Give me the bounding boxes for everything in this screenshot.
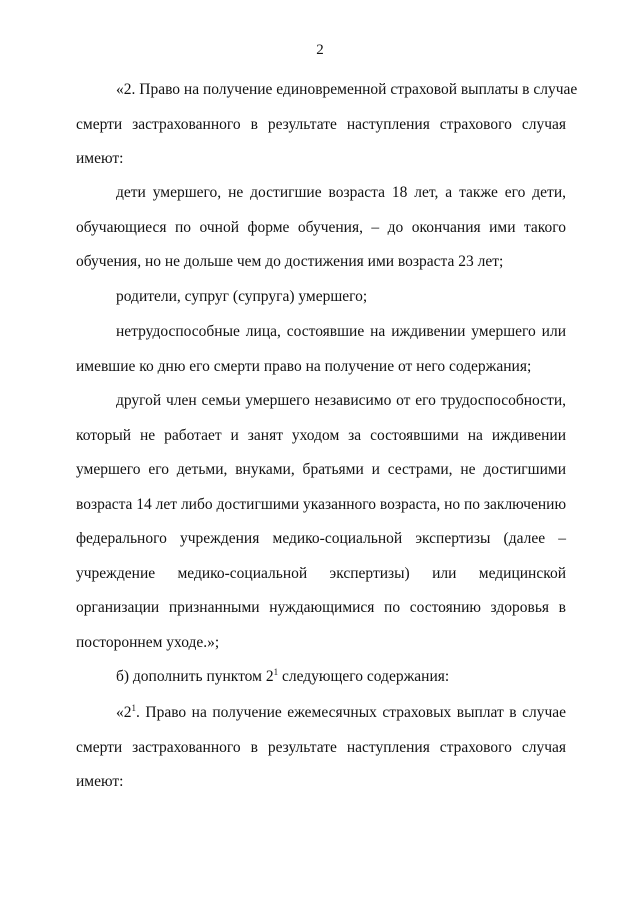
amendment-prefix: б) дополнить пунктом 2 (116, 668, 274, 685)
text-line: дети умершего, не достигшие возраста 18 лет, а также его дети, (116, 184, 566, 201)
paragraph-family-member-caregiver (76, 384, 566, 660)
text-line: обучения, но не дольше чем до достижения ими возраста 23 лет; (76, 253, 504, 270)
point-suffix: . Право на получение ежемесячных страховых выплат в случае (136, 704, 566, 721)
text-line: федерального учреждения медико-социальной экспертизы (далее – (76, 530, 566, 547)
point-prefix: «2 (116, 704, 132, 721)
text-line: имеют: (76, 150, 124, 167)
paragraph-parents-spouse (76, 280, 566, 315)
paragraph-amendment-instruction (76, 660, 566, 695)
text-line: возраста 14 лет либо достигшими указанного возраста, но по заключению (76, 495, 567, 513)
paragraph-right-to-monthly-payments (76, 696, 566, 800)
text-line: «2. Право на получение единовременной страховой выплаты в случае (116, 81, 578, 98)
text-line: организации признанными нуждающимися по состоянию здоровья в (76, 599, 566, 616)
superscript: 1 (131, 703, 136, 713)
paragraph-dependents (76, 315, 566, 384)
text-line: обучающиеся по очной форме обучения, – до окончания ими такого (76, 218, 566, 236)
text-line: умершего его детьми, внуками, братьями и сестрами, не достигшими (76, 461, 566, 478)
text-line: который не работает и занят уходом за состоявшими на иждивении (76, 426, 566, 444)
text-line: нетрудоспособные лица, состоявшие на иждивении умершего или (116, 323, 566, 340)
paragraph-right-to-lump-sum (76, 73, 578, 177)
text-line: другой член семьи умершего независимо от его трудоспособности, (116, 392, 566, 409)
page-number: 2 (316, 42, 324, 58)
amendment-suffix: следующего содержания: (278, 668, 450, 685)
text-line (76, 696, 566, 731)
text-line (76, 660, 566, 695)
text-line: учреждение медико-социальной экспертизы) или медицинской (76, 564, 566, 582)
paragraph-children (76, 176, 566, 280)
text-line: родители, супруг (супруга) умершего; (116, 288, 368, 305)
text-line: смерти застрахованного в результате наступления страхового случая (76, 738, 566, 756)
text-line: постороннем уходе.»; (76, 633, 220, 651)
superscript: 1 (273, 667, 279, 677)
text-line: имеют: (76, 773, 124, 790)
text-line: имевшие ко дню его смерти право на получение от него содержания; (76, 357, 532, 375)
text-line: смерти застрахованного в результате наступления страхового случая (76, 115, 566, 133)
